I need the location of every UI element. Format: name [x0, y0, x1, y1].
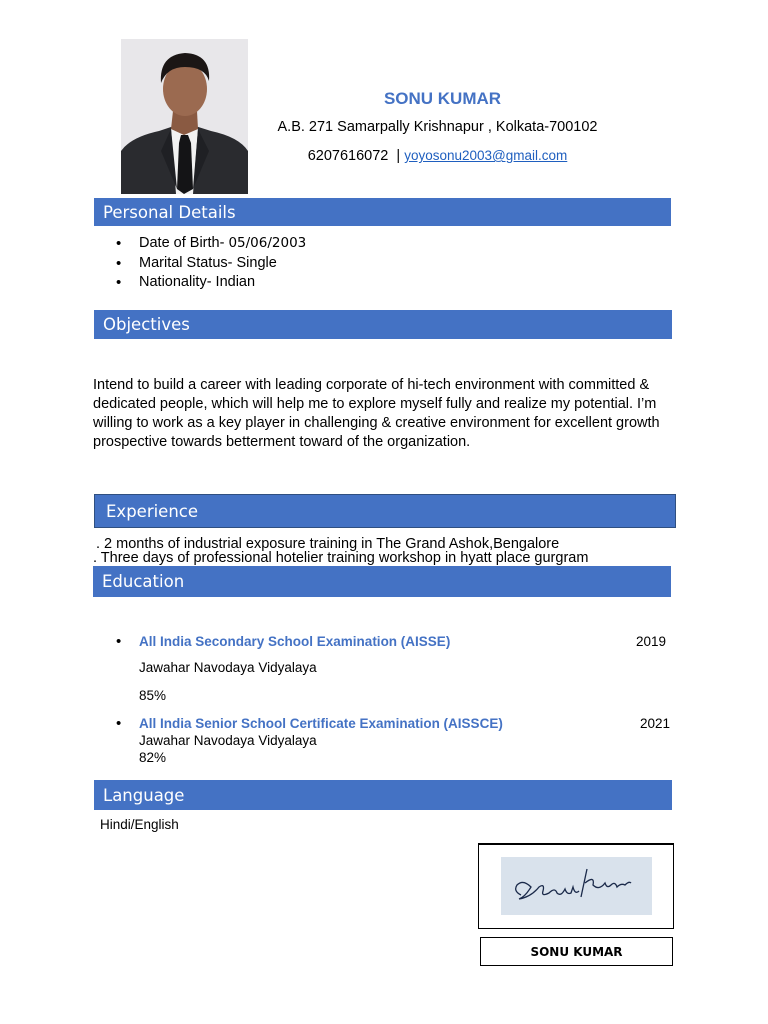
experience-item: . Three days of professional hotelier training workshop in hyatt place gurgram	[93, 550, 589, 566]
section-header-education: Education	[93, 566, 671, 597]
section-header-personal-details: Personal Details	[94, 198, 671, 226]
experience-item: . 2 months of industrial exposure training in The Grand Ashok,Bengalore	[96, 536, 560, 552]
education-title: All India Senior School Certificate Examination (AISSCE)	[139, 716, 503, 731]
profile-photo	[121, 39, 248, 194]
candidate-name: SONU KUMAR	[383, 89, 502, 108]
list-item: • Nationality- Indian	[139, 273, 306, 293]
signature-box	[478, 843, 674, 929]
list-item	[139, 715, 503, 733]
education-list	[139, 715, 503, 733]
education-year: 2019	[636, 634, 667, 649]
dob-label: Date of Birth-	[139, 235, 229, 251]
language-text: Hindi/English	[100, 817, 179, 832]
contact-separator: |	[396, 148, 401, 164]
address: A.B. 271 Samarpally Krishnapur , Kolkata-700102	[277, 119, 598, 135]
objective-paragraph: Intend to build a career with leading corporate of hi-tech environment with committed & dedicated people, which will help me to explore myself fully and realize my potential. I’m willing to work as a key player in challenging & creative environment for excellent growth prospective towards betterment toward of the organization.	[93, 377, 660, 450]
section-header-language: Language	[94, 780, 672, 810]
email-link[interactable]: yoyosonu2003@gmail.com	[404, 148, 568, 163]
education-list	[139, 633, 450, 651]
signature-name: SONU KUMAR	[480, 937, 673, 966]
education-score: 82%	[139, 750, 167, 765]
phone-number: 6207616072	[307, 148, 389, 164]
section-header-objectives: Objectives	[94, 310, 672, 339]
list-item	[139, 234, 306, 254]
personal-details-list	[139, 234, 306, 293]
list-item: • Marital Status- Single	[139, 254, 306, 274]
education-school: Jawahar Navodaya Vidyalaya	[139, 660, 317, 675]
education-school: Jawahar Navodaya Vidyalaya	[139, 733, 317, 748]
list-item	[139, 633, 450, 651]
education-title: All India Secondary School Examination (AISSE)	[139, 634, 451, 649]
section-header-experience: Experience	[94, 494, 676, 528]
education-year: 2021	[640, 716, 671, 731]
education-score: 85%	[139, 688, 167, 703]
dob-value: 05/06/2003	[228, 235, 307, 251]
signature-image	[501, 857, 652, 915]
contact-line	[255, 148, 620, 164]
